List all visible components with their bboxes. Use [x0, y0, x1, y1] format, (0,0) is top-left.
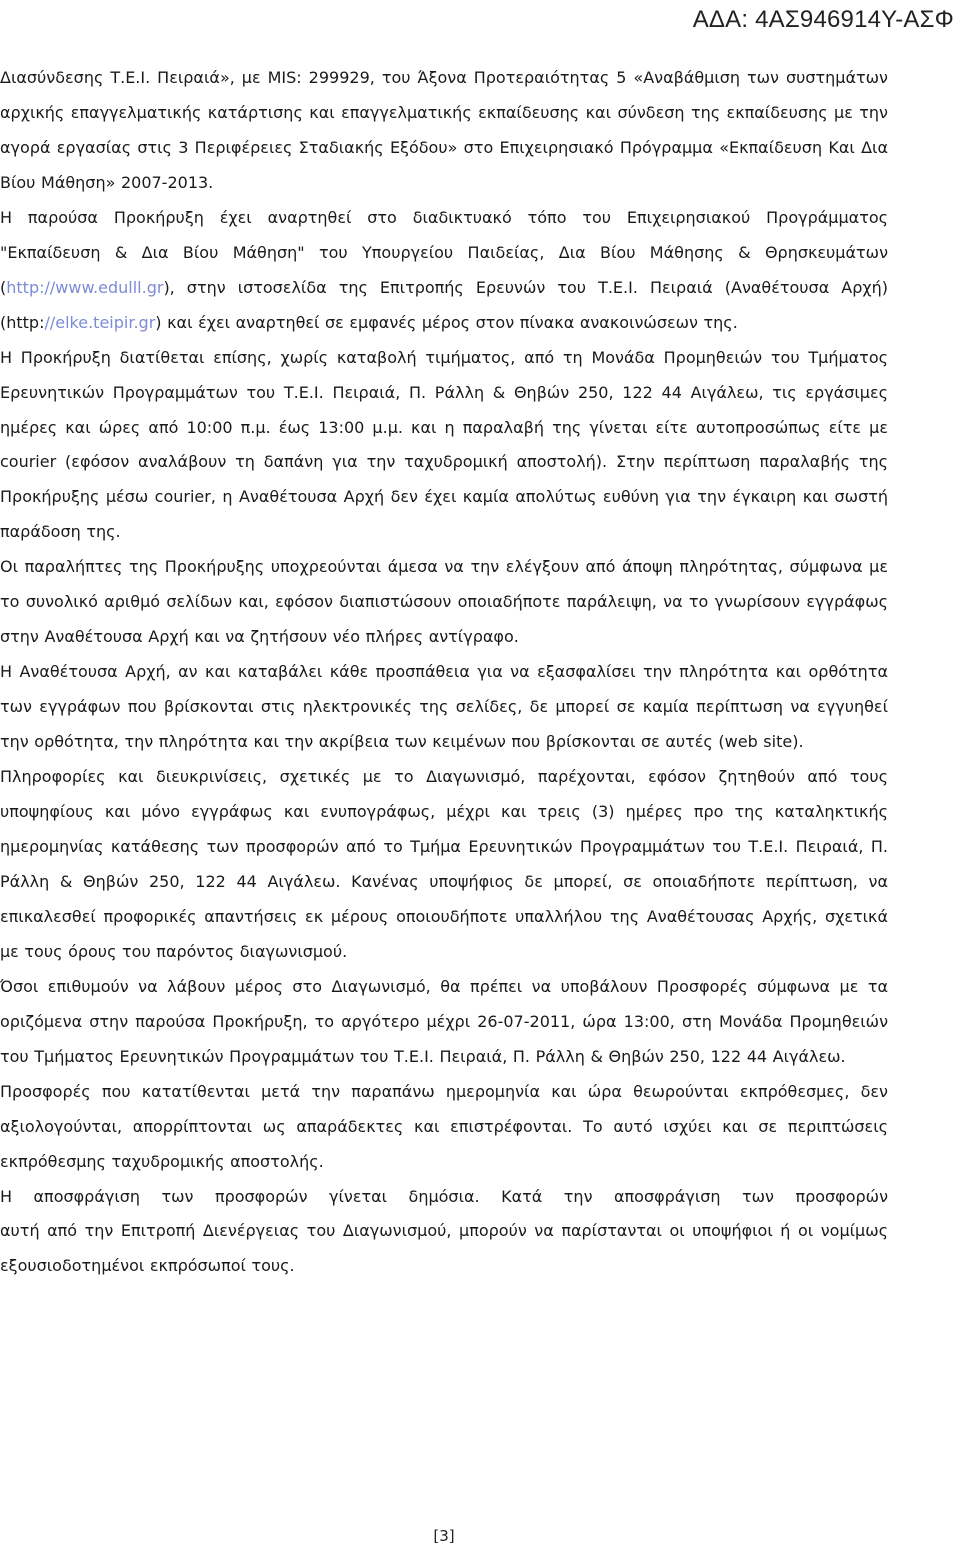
edulll-link[interactable]: http://www.edulll.gr — [6, 277, 164, 297]
paragraph-disclaimer: Η Αναθέτουσα Αρχή, αν και καταβάλει κάθε προσπάθεια για να εξασφαλίσει την πληρότητα και ορθότητα των εγγράφων που βρίσκονται στις ηλεκτρονικές της σελίδες, δε μπορεί σε καμία περίπτωση να εγγυηθεί την ορθότητα, την πληρότητα και την ακρίβεια των κειμένων που βρίσκονται σε αυτές (web site). — [0, 662, 888, 752]
paragraph-availability: Η Προκήρυξη διατίθεται επίσης, χωρίς καταβολή τιμήματος, από τη Μονάδα Προμηθειών του Τμήματος Ερευνητικών Προγραμμάτων του Τ.Ε.Ι. Πειραιά, Π. Ράλλη & Θηβών 250, 122 44 Αιγάλεω, τις εργάσιμες ημέρες και ώρες από 10:00 π.μ. έως 13:00 μ.μ. και η παραλαβή της γίνεται είτε αυτοπροσώπως είτε με courier (εφόσον αναλάβουν τη δαπάνη για την ταχυδρομική αποστολή). Στην περίπτωση παραλαβής της Προκήρυξης μέσω courier, η Αναθέτουσα Αρχή δεν έχει καμία απολύτως ευθύνη για την έγκαιρη και σωστή παράδοση της. — [0, 347, 888, 542]
elke-teipir-link[interactable]: //elke.teipir.gr — [44, 312, 156, 332]
paragraph-late-offers: Προσφορές που κατατίθενται μετά την παραπάνω ημερομηνία και ώρα θεωρούνται εκπρόθεσμες, δεν αξιολογούνται, απορρίπτονται ως απαράδεκτες και επιστρέφονται. Το αυτό ισχύει και σε περιπτώσεις εκπρόθεσμης ταχυδρομικής αποστολής. — [0, 1081, 888, 1171]
paragraph-submission-deadline: Όσοι επιθυμούν να λάβουν μέρος στο Διαγωνισμό, θα πρέπει να υποβάλουν Προσφορές σύμφωνα με τα οριζόμενα στην παρούσα Προκήρυξη, το αργότερο μέχρι 26-07-2011, ώρα 13:00, στη Μονάδα Προμηθειών του Τμήματος Ερευνητικών Προγραμμάτων του Τ.Ε.Ι. Πειραιά, Π. Ράλλη & Θηβών 250, 122 44 Αιγάλεω. — [0, 976, 888, 1066]
paragraph-publication — [0, 201, 888, 341]
paragraph-clarifications: Πληροφορίες και διευκρινίσεις, σχετικές με το Διαγωνισμό, παρέχονται, εφόσον ζητηθούν από τους υποψηφίους και μόνο εγγράφως και ενυπογράφως, μέχρι και τρεις (3) ημέρες προ της καταληκτικής ημερομηνίας κατάθεσης των προσφορών από το Τμήμα Ερευνητικών Προγραμμάτων του Τ.Ε.Ι. Πειραιά, Π. Ράλλη & Θηβών 250, 122 44 Αιγάλεω. Κανένας υποψήφιος δε μπορεί, σε οποιαδήποτε περίπτωση, να επικαλεσθεί προφορικές απαντήσεις εκ μέρους οποιουδήποτε υπαλλήλου της Αναθέτουσας Αρχής, σχετικά με τους όρους του παρόντος διαγωνισμού. — [0, 767, 888, 961]
paragraph-opening — [0, 1180, 888, 1285]
opening-line-1: Η αποσφράγιση των προσφορών γίνεται δημόσια. Κατά την αποσφράγιση των προσφορών — [0, 1186, 888, 1206]
publication-text-end: ) και έχει αναρτηθεί σε εμφανές μέρος στον πίνακα ανακοινώσεων της. — [155, 312, 738, 332]
opening-line-rest: αυτή από την Επιτροπή Διενέργειας του Διαγωνισμού, μπορούν να παρίστανται οι υποψήφιοι ή οι νομίμως εξουσιοδοτημένοι εκπρόσωποί τους. — [0, 1221, 888, 1276]
publication-text-middle: ), στην ιστοσελίδα της Επιτροπής Ερευνών του Τ.Ε.Ι. Πειραιά (Αναθέτουσα Αρχή) (http: — [0, 277, 888, 332]
page-number: [3] — [433, 1527, 455, 1545]
paragraph-program-reference: Διασύνδεσης Τ.Ε.Ι. Πειραιά», με MIS: 299929, του Άξονα Προτεραιότητας 5 «Αναβάθμιση των συστημάτων αρχικής επαγγελματικής κατάρτισης και επαγγελματικής εκπαίδευσης και σύνδεση της εκπαίδευσης με την αγορά εργασίας στις 3 Περιφέρειες Σταδιακής Εξόδου» στο Επιχειρησιακό Πρόγραμμα «Εκπαίδευση Και Δια Βίου Μάθηση» 2007-2013. — [0, 68, 888, 192]
paragraph-recipients-check: Οι παραλήπτες της Προκήρυξης υποχρεούνται άμεσα να την ελέγξουν από άποψη πληρότητας, σύμφωνα με το συνολικό αριθμό σελίδων και, εφόσον διαπιστώσουν οποιαδήποτε παράλειψη, να το γνωρίσουν εγγράφως στην Αναθέτουσα Αρχή και να ζητήσουν νέο πλήρες αντίγραφο. — [0, 557, 888, 647]
publication-text-start: Η παρούσα Προκήρυξη έχει αναρτηθεί στο διαδικτυακό τόπο του Επιχειρησιακού Προγράμματος "Εκπαίδευση & Δια Βίου Μάθηση" του Υπουργείου Παιδείας, Δια Βίου Μάθησης & Θρησκευμάτων ( — [0, 207, 888, 297]
document-ada-code: ΑΔΑ: 4ΑΣ946914Υ-ΑΣΦ — [692, 6, 954, 33]
document-body — [0, 61, 888, 1284]
